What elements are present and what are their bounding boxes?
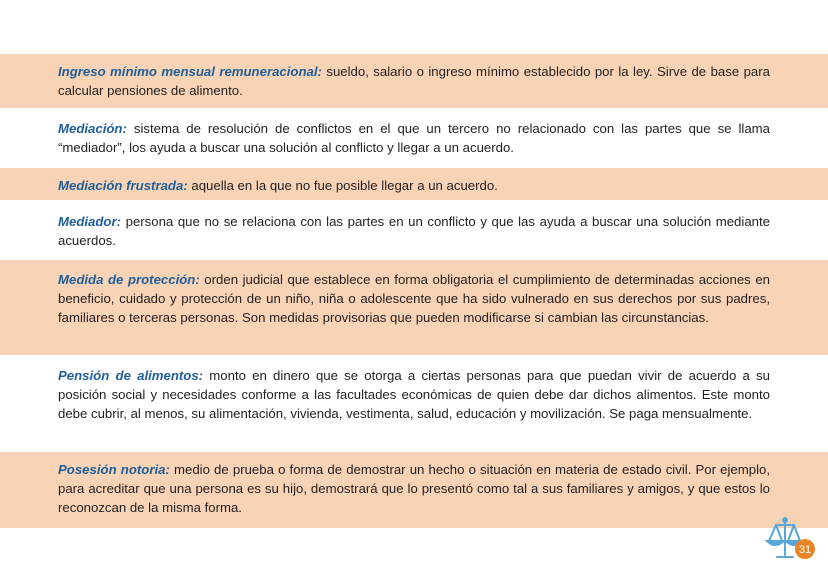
glossary-entry-mediacion-frustrada [0, 168, 828, 200]
glossary-term: Posesión notoria: [58, 462, 170, 477]
scales-of-justice-icon [762, 517, 822, 567]
glossary-term: Pensión de alimentos: [58, 368, 204, 383]
page-number: 31 [798, 544, 812, 556]
glossary-entry-posesion [0, 452, 828, 528]
glossary-term: Mediador: [58, 214, 122, 229]
glossary-definition: sistema de resolución de conflictos en el que un tercero no relacionado con las partes que se llama “mediador”, los ayuda a buscar una solución al conflicto y llegar a un acuerdo. [58, 121, 770, 155]
glossary-definition: persona que no se relaciona con las partes en un conflicto y que las ayuda a buscar una solución mediante acuerdos. [58, 214, 770, 248]
glossary-definition: aquella en la que no fue posible llegar a un acuerdo. [187, 178, 498, 193]
glossary-term: Mediación frustrada: [58, 178, 188, 193]
glossary-entry-mediador [0, 200, 828, 260]
glossary-entry-mediacion [0, 108, 828, 168]
glossary-definition: sueldo, salario o ingreso mínimo establecido por la ley. Sirve de base para calcular pensiones de alimento. [58, 64, 770, 98]
glossary-term: Mediación: [58, 121, 127, 136]
glossary-entry-ingreso [0, 54, 828, 108]
glossary-definition: monto en dinero que se otorga a ciertas personas para que puedan vivir de acuerdo a su posición social y necesidades conforme a las facultades económicas de quien debe dar dichos alimentos. Este monto debe cubrir, al menos, su alimentación, vivienda, vestimenta, salud, educación y movilización. Se paga mensualmente. [58, 368, 770, 421]
glossary-entry-medida-proteccion [0, 260, 828, 355]
glossary-entry-pension [0, 355, 828, 452]
glossary-definition: orden judicial que establece en forma obligatoria el cumplimiento de determinadas acciones en beneficio, cuidado y protección de un niño, niña o adolescente que ha sido vulnerado en sus derechos por sus padres, familiares o terceras personas. Son medidas provisorias que pueden modificarse si cambian las circunstancias. [58, 272, 770, 325]
glossary-term: Ingreso mínimo mensual remuneracional: [58, 64, 322, 79]
page-footer-logo [762, 517, 822, 567]
glossary-definition: medio de prueba o forma de demostrar un hecho o situación en materia de estado civil. Por ejemplo, para acreditar que una persona es su hijo, demostrará que lo presentó como tal a sus familiares y amigos, y que estos lo reconozcan de la misma forma. [58, 462, 771, 515]
glossary-term: Medida de protección: [58, 272, 200, 287]
